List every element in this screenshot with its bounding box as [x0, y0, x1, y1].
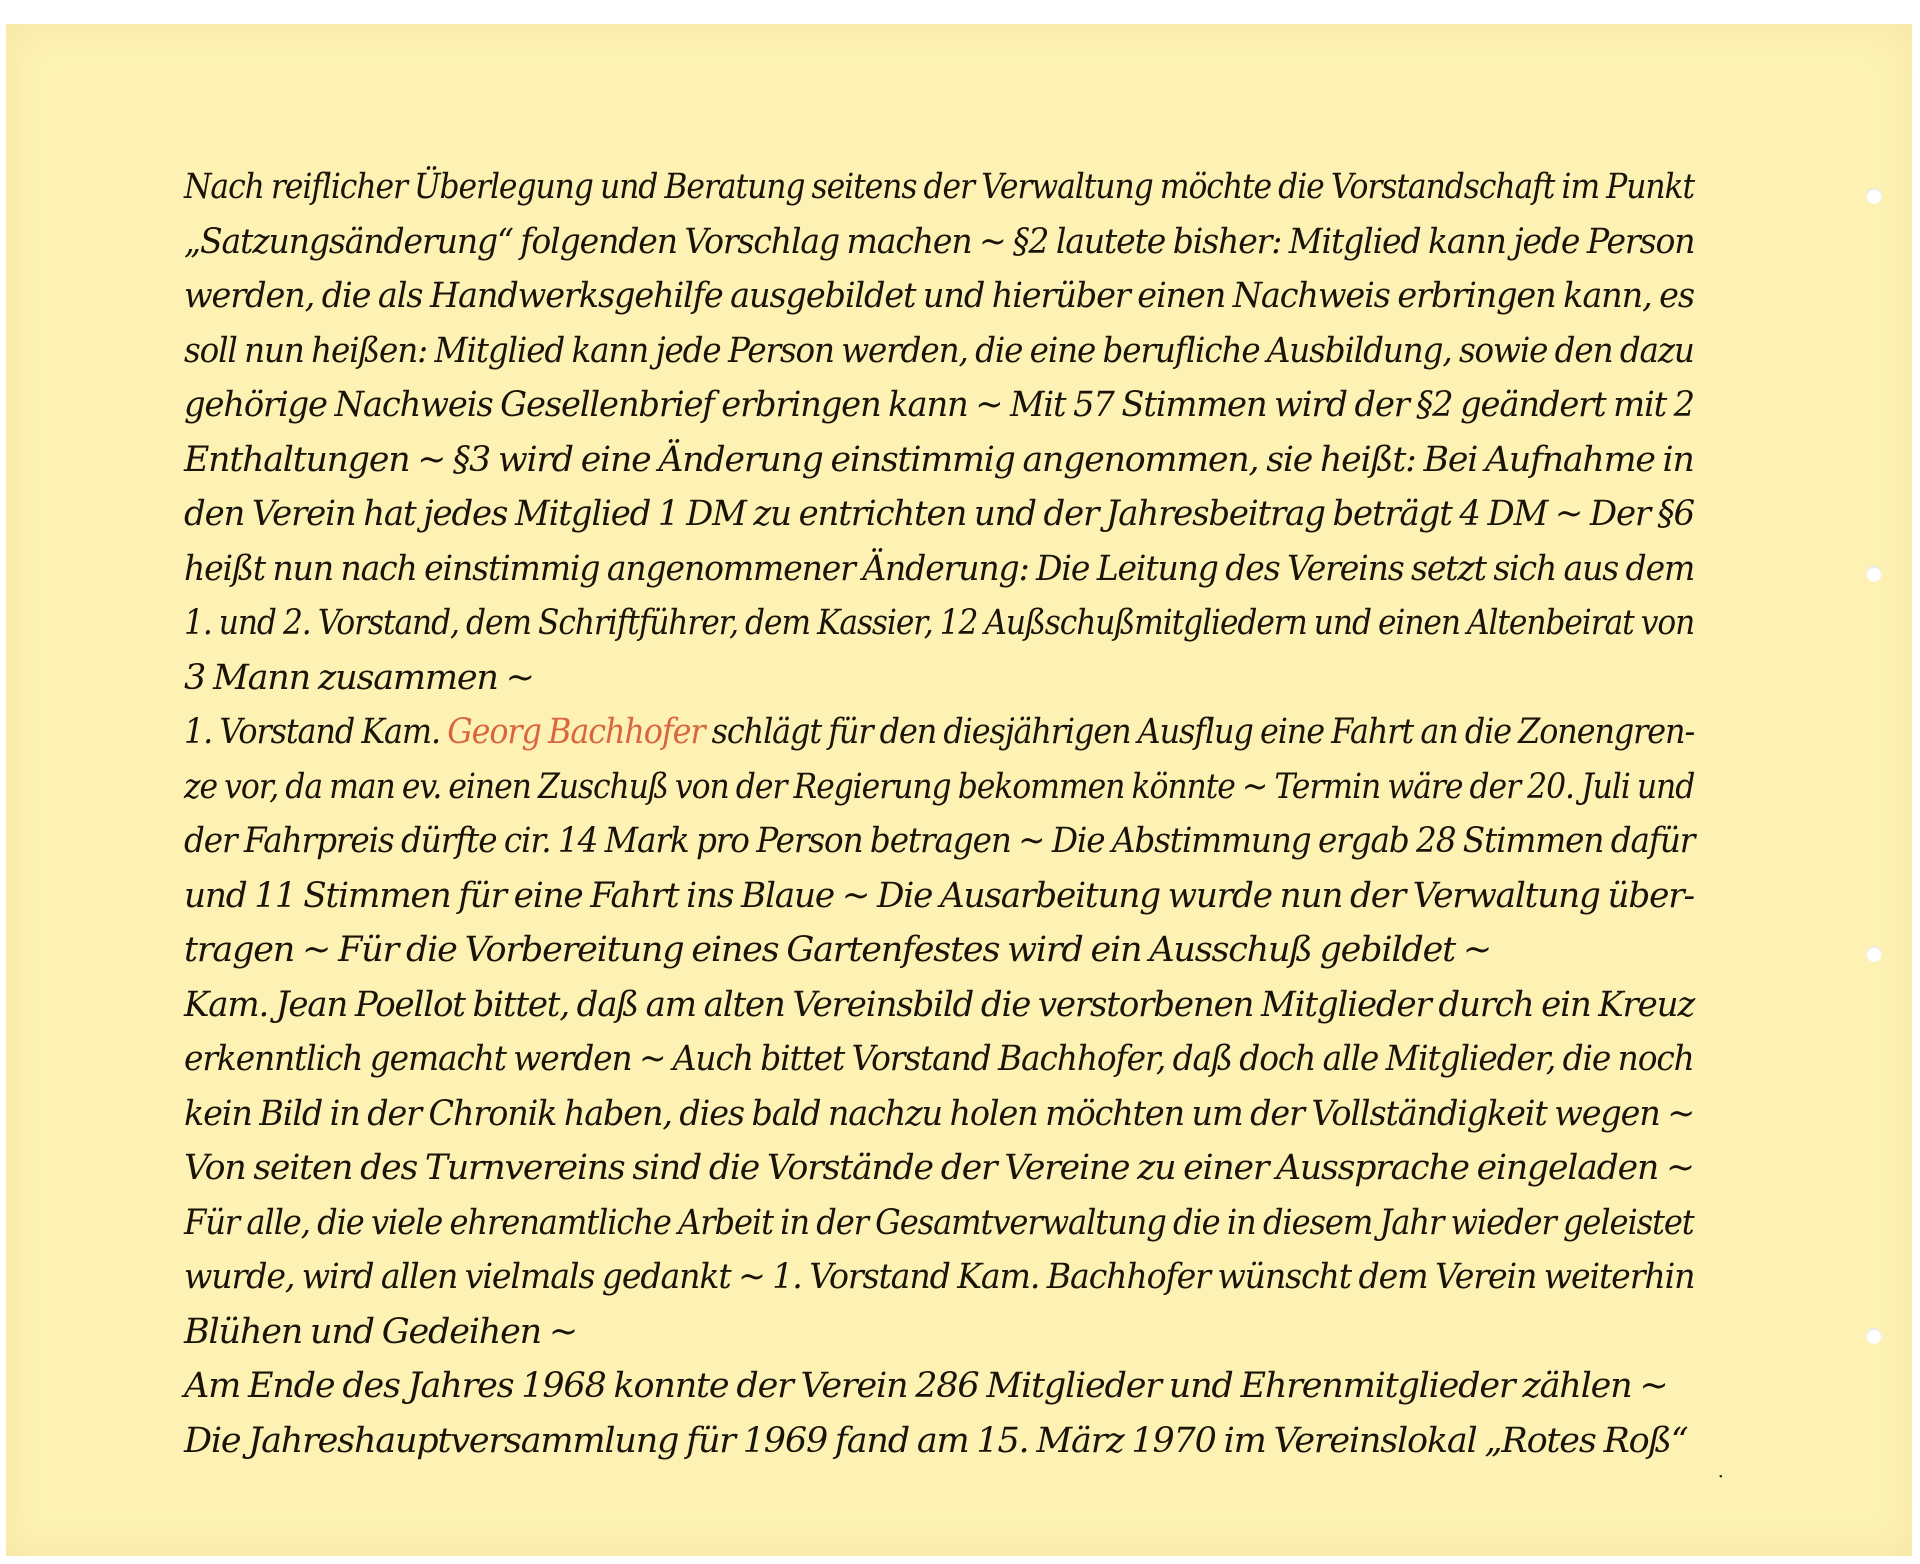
text-line: „Satzungsänderung“ folgenden Vorschlag machen ~ §2 lautete bisher: Mitglied kann jede Person	[184, 221, 1695, 262]
text-line: soll nun heißen: Mitglied kann jede Person werden, die eine berufliche Ausbildung, sowie den dazu	[184, 330, 1694, 371]
punch-hole-1	[1866, 188, 1882, 204]
text-line: 3 Mann zusammen ~	[184, 657, 534, 698]
paper-sheet	[6, 24, 1912, 1556]
text-line: Blühen und Gedeihen ~	[184, 1311, 578, 1352]
text-line: Für alle, die viele ehrenamtliche Arbeit in der Gesamtverwaltung die in diesem Jahr wieder geleistet	[184, 1202, 1694, 1243]
text-segment: schlägt für den diesjährigen Ausflug eine Fahrt an die Zonengren-	[704, 712, 1695, 752]
text-line: kein Bild in der Chronik haben, dies bald nachzu holen möchten um der Vollständigkeit wegen ~	[184, 1093, 1695, 1134]
text-line: der Fahrpreis dürfte cir. 14 Mark pro Person betragen ~ Die Abstimmung ergab 28 Stimmen dafür	[184, 821, 1695, 861]
highlighted-name: Georg Bachhofer	[447, 712, 705, 752]
handwritten-text	[184, 160, 1694, 1468]
text-line: Nach reiflicher Überlegung und Beratung seitens der Verwaltung möchte die Vorstandschaft im Punkt	[184, 167, 1695, 207]
punch-hole-2	[1866, 566, 1882, 582]
text-line: den Verein hat jedes Mitglied 1 DM zu entrichten und der Jahresbeitrag beträgt 4 DM ~ Der §6	[184, 494, 1694, 534]
text-line: heißt nun nach einstimmig angenommener Änderung: Die Leitung des Vereins setzt sich aus dem	[184, 548, 1695, 589]
text-line: Von seiten des Turnvereins sind die Vorstände der Vereine zu einer Aussprache eingeladen ~	[184, 1148, 1694, 1188]
text-line: Die Jahreshauptversammlung für 1969 fand am 15. März 1970 im Vereinslokal „Rotes Roß“	[184, 1420, 1688, 1461]
text-line: und 11 Stimmen für eine Fahrt ins Blaue ~ Die Ausarbeitung wurde nun der Verwaltung über-	[184, 875, 1694, 916]
text-line: ze vor, da man ev. einen Zuschuß von der Regierung bekommen könnte ~ Termin wäre der 20. Juli und	[184, 766, 1695, 807]
text-line: gehörige Nachweis Gesellenbrief erbringen kann ~ Mit 57 Stimmen wird der §2 geändert mit 2	[184, 385, 1694, 425]
text-line: Enthaltungen ~ §3 wird eine Änderung einstimmig angenommen, sie heißt: Bei Aufnahme in	[184, 439, 1694, 480]
text-line: wurde, wird allen vielmals gedankt ~ 1. Vorstand Kam. Bachhofer wünscht dem Verein weiterhin	[184, 1257, 1695, 1297]
text-line-with-name	[184, 705, 1694, 760]
text-line: tragen ~ Für die Vorbereitung eines Gartenfestes wird ein Ausschuß gebildet ~	[184, 930, 1491, 970]
text-line: erkenntlich gemacht werden ~ Auch bittet Vorstand Bachhofer, daß doch alle Mitglieder, die noch	[184, 1039, 1694, 1079]
text-line: Am Ende des Jahres 1968 konnte der Verein 286 Mitglieder und Ehrenmitglieder zählen ~	[184, 1366, 1668, 1406]
punch-hole-3	[1866, 946, 1882, 962]
text-line: Kam. Jean Poellot bittet, daß am alten Vereinsbild die verstorbenen Mitglieder durch ein Kreuz	[184, 984, 1695, 1025]
text-line: 1. und 2. Vorstand, dem Schriftführer, dem Kassier, 12 Außschußmitgliedern und einen Altenbeirat von	[184, 603, 1695, 643]
punch-hole-4	[1866, 1328, 1882, 1344]
text-line: werden, die als Handwerksgehilfe ausgebildet und hierüber einen Nachweis erbringen kann, es	[184, 276, 1694, 316]
text-segment: 1. Vorstand Kam.	[184, 712, 448, 752]
corner-mark: ·	[1717, 1464, 1724, 1488]
